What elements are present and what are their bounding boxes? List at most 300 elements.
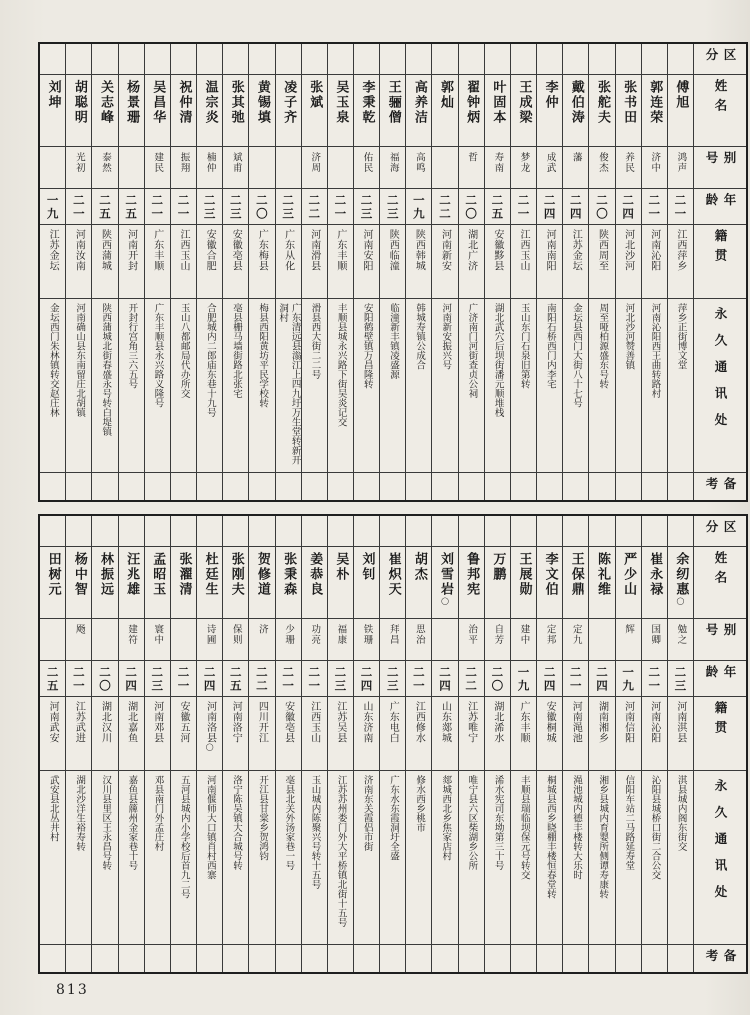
cell-section [40,516,65,546]
person-native-place [92,224,117,298]
person-age-text: 二一 [516,194,531,221]
person-address-text: 梅县西阳黄坊平民学校转 [257,303,269,408]
cell-section [380,516,405,546]
annotation-mark: ◯ [441,597,450,605]
person-age-text: 二四 [568,194,583,221]
person-name [589,74,614,146]
person-native-place [92,696,117,770]
person-name-text: 郭连荣 [647,80,663,125]
person-alias [119,146,144,188]
person-address [40,770,65,944]
cell-section [511,44,536,74]
page-number: 813 [56,982,89,998]
person-address-text: 淇县城内阁东街交 [675,775,687,851]
person-address [223,770,248,944]
person-native-place [302,696,327,770]
person-native-place [432,224,457,298]
person-alias [119,618,144,660]
person-native-place-text: 江苏武进 [73,701,85,743]
person-age [171,660,196,696]
person-alias-text: 铁珊 [361,624,373,645]
person-address-text: 河南偃师大口镇肖村西寨 [204,775,216,880]
person-address [432,770,457,944]
person-name-text: 杨景珊 [124,80,140,125]
person-name [485,74,510,146]
person-alias [432,618,457,660]
person-address-text: 信阳车站二马路延寿堂 [623,775,635,870]
person-alias [642,618,667,660]
person-name [668,546,693,618]
person-alias [171,618,196,660]
person-address [171,770,196,944]
person-name-text: 余纫惠◯ [673,552,689,605]
person-native-place-text: 安徽亳县 [230,229,242,271]
person-address-text: 玉山城内陈聚兴号转十五号 [309,775,321,889]
person-age [249,660,274,696]
person-alias [616,618,641,660]
person-address-text: 韩城寿镇公成合 [414,303,426,370]
person-name-text: 张秉森 [281,552,297,597]
person-native-place-text: 河南汝南 [73,229,85,271]
header-column [694,516,746,972]
person-age [302,188,327,224]
person-native-place-text: 陕西周至 [596,229,608,271]
person-address-text: 武安县北丛井村 [47,775,59,842]
person-native-place-text: 江西玉山 [308,701,320,743]
person-native-place [432,696,457,770]
person-name-text: 温宗炎 [202,80,218,125]
person-age [459,660,484,696]
person-alias-text: 藩 [570,152,582,163]
cell-section [642,44,667,74]
person-age-text: 一九 [516,666,531,693]
cell-section [380,44,405,74]
person-name-text: 吴朴 [333,552,349,582]
person-age [406,660,431,696]
person-native-place-text: 河南武安 [47,701,59,743]
person-note [511,472,536,500]
header-column [694,44,746,500]
person-native-place-text: 山东郯城 [439,701,451,743]
person-age-text: 二二 [438,194,453,221]
person-note [223,472,248,500]
person-age-text: 二一 [647,666,662,693]
person-alias-text: 济中 [649,152,661,173]
person-column [145,516,171,972]
person-note [276,944,301,972]
cell-section [459,516,484,546]
person-alias-text: 定邦 [544,624,556,645]
person-name-text: 叶固本 [490,80,506,125]
header-label [694,188,746,224]
person-address-text: 江苏苏州娄门外大平桥镇北街十五号 [335,775,347,927]
person-note [249,944,274,972]
person-alias-text: 光初 [73,152,85,173]
person-address-text: 亳县北关外汤家巷一号 [283,775,295,870]
person-age [563,188,588,224]
cell-section [92,516,117,546]
person-age-text: 二三 [673,666,688,693]
person-note [276,472,301,500]
person-native-place-text: 湖北汉川 [99,701,111,743]
person-address [328,298,353,472]
person-address [642,298,667,472]
person-note [40,944,65,972]
person-alias [380,618,405,660]
person-column [459,516,485,972]
person-age-text: 一九 [45,194,60,221]
person-address-text: 沁阳县城桥口街二合公交 [649,775,661,880]
cell-section [485,44,510,74]
person-address-text: 桐城县西乡晓棚丰楼恒春堂转 [544,775,556,899]
person-native-place [485,696,510,770]
person-age-text: 二〇 [464,194,479,221]
person-alias-text: 拜昌 [387,624,399,645]
person-age [302,660,327,696]
person-note [119,944,144,972]
person-note [563,472,588,500]
person-note [668,944,693,972]
person-address [92,770,117,944]
person-note [197,472,222,500]
person-name-text: 刘钊 [359,552,375,582]
directory-table-bottom [38,514,748,974]
person-age [66,188,91,224]
person-alias [563,146,588,188]
person-native-place [328,224,353,298]
person-native-place-text: 广东电白 [387,701,399,743]
person-alias-text: 高鸣 [413,152,425,173]
person-note [668,472,693,500]
person-address-text: 湖北武穴后坝街潘元顺堆栈 [492,303,504,417]
person-age [668,188,693,224]
person-address [616,770,641,944]
person-age-text: 二二 [464,666,479,693]
cell-section [249,44,274,74]
person-name-text: 翟钟炳 [464,80,480,125]
person-name [249,546,274,618]
person-alias-text: 成武 [544,152,556,173]
person-column [328,516,354,972]
person-age [537,660,562,696]
person-alias-text: 佑民 [361,152,373,173]
person-alias [642,146,667,188]
person-address-text: 开江县甘棠乡贺鸿钧 [257,775,269,861]
person-address [66,298,91,472]
person-alias-text: 梦龙 [518,152,530,173]
person-age-text: 二二 [307,194,322,221]
person-address-text: 广东水东霞洞圩全盛 [387,775,399,861]
cell-section [354,44,379,74]
person-address-text: 丰顺县城永兴路下街吴炎记交 [335,303,347,427]
cell-section [171,44,196,74]
person-age-text: 二〇 [594,194,609,221]
person-name [406,546,431,618]
person-address-text: 郯城西北乡焦家店村 [440,775,452,861]
person-name-text: 张其弛 [228,80,244,125]
person-alias-text: 寰中 [152,624,164,645]
person-native-place [171,224,196,298]
person-alias-text: 哲 [466,152,478,163]
person-name-text: 姜恭良 [307,552,323,597]
person-alias-text: 勉之 [675,624,687,645]
person-alias-text: 少珊 [283,624,295,645]
person-age [485,660,510,696]
person-native-place [380,224,405,298]
person-name-text: 张斌 [307,80,323,110]
person-native-place-text: 江苏金坛 [570,229,582,271]
person-age-text: 二一 [71,666,86,693]
person-age-text: 二〇 [490,666,505,693]
person-native-place-text: 河南滑县 [308,229,320,271]
person-column [354,44,380,500]
person-address [563,770,588,944]
person-alias [171,146,196,188]
person-address [328,770,353,944]
person-address-text: 邓县南门外孟庄村 [152,775,164,851]
person-age-text: 二一 [307,666,322,693]
person-native-place-text: 安徽五河 [177,701,189,743]
person-column [537,516,563,972]
person-note [145,944,170,972]
header-label-text: 备考 [704,949,737,969]
person-native-place [66,696,91,770]
header-label [694,44,746,74]
person-name [459,546,484,618]
person-name-text: 林振远 [97,552,113,597]
cell-section [668,516,693,546]
person-native-place-text: 安徽黟县 [491,229,503,271]
person-alias [223,146,248,188]
person-column [432,44,458,500]
cell-section [511,516,536,546]
person-name [197,546,222,618]
person-note [642,472,667,500]
person-alias-text: 自芳 [492,624,504,645]
person-name [145,546,170,618]
person-alias [66,618,91,660]
person-age [145,660,170,696]
person-alias-text: 寿南 [492,152,504,173]
person-column [40,516,66,972]
person-name-text: 张书田 [621,80,637,125]
person-alias [616,146,641,188]
person-age [92,660,117,696]
person-native-place [485,224,510,298]
person-name [40,546,65,618]
person-alias [511,618,536,660]
header-label-text: 籍贯 [713,229,728,268]
cell-section [589,44,614,74]
person-column [249,44,275,500]
person-age-text: 二四 [359,666,374,693]
person-native-place-text: 江苏金坛 [47,229,59,271]
person-name-text: 崔永禄 [647,552,663,597]
person-alias [537,146,562,188]
person-address-text: 丰顺县瑞临坝保元号转交 [518,775,530,880]
person-native-place-text: 陕西韩城 [413,229,425,271]
person-address [406,298,431,472]
person-name-text: 王展勋 [516,552,532,597]
cell-section [328,516,353,546]
person-name-text: 刘雪岩◯ [438,552,454,605]
person-address [92,298,117,472]
cell-section [197,44,222,74]
header-label [694,944,746,972]
person-native-place-text: 山东济南 [361,701,373,743]
person-name-text: 吴昌华 [150,80,166,125]
person-name [668,74,693,146]
person-column [642,516,668,972]
person-native-place [354,224,379,298]
person-column [563,516,589,972]
person-age-text: 二〇 [97,666,112,693]
person-address [66,770,91,944]
person-age-text: 二一 [176,194,191,221]
person-name [171,74,196,146]
person-native-place [197,696,222,770]
person-age [432,660,457,696]
person-age-text: 二二 [254,666,269,693]
person-alias-text: 济 [256,624,268,635]
person-alias-text: 振翔 [178,152,190,173]
person-column [249,516,275,972]
person-name [92,74,117,146]
person-name [432,74,457,146]
person-alias [406,618,431,660]
person-alias-text: 福海 [387,152,399,173]
person-age [511,188,536,224]
person-address [589,770,614,944]
person-note [92,472,117,500]
person-name-text: 陈礼维 [594,552,610,597]
person-column [589,516,615,972]
person-age [276,188,301,224]
person-age-text: 二三 [333,666,348,693]
person-age [459,188,484,224]
person-age-text: 二三 [281,194,296,221]
person-age [197,188,222,224]
person-name [249,74,274,146]
person-note [302,472,327,500]
person-alias [40,618,65,660]
header-label-text: 姓名 [713,79,728,118]
person-address-text: 河南沁阳西王曲转路村 [649,303,661,398]
person-address-text: 广济南门河街查贞公祠 [466,303,478,398]
person-alias-text: 功亮 [309,624,321,645]
person-alias [92,618,117,660]
person-name-text: 戴伯涛 [568,80,584,125]
person-name [276,546,301,618]
person-age [145,188,170,224]
person-alias-text: 治平 [466,624,478,645]
person-alias-text: 保则 [230,624,242,645]
person-age-text: 二四 [542,666,557,693]
person-address [249,298,274,472]
person-name [302,546,327,618]
person-name [616,74,641,146]
person-alias-text: 飏 [73,624,85,635]
person-note [145,472,170,500]
cell-section [276,44,301,74]
cell-section [354,516,379,546]
person-native-place-text: 广东从化 [282,229,294,271]
person-age-text: 二三 [150,666,165,693]
person-address [459,770,484,944]
person-address-text: 周至哑柏源盛东号转 [597,303,609,389]
person-column [354,516,380,972]
person-native-place [380,696,405,770]
person-column [92,516,118,972]
person-age-text: 二四 [594,666,609,693]
person-note [459,944,484,972]
person-address [642,770,667,944]
person-name [563,546,588,618]
person-alias [66,146,91,188]
person-alias-text: 建民 [152,152,164,173]
cell-section [223,44,248,74]
header-label [694,696,746,770]
person-address [589,298,614,472]
person-address-text: 渑池城内德丰楼转大乐时 [571,775,583,880]
person-age-text: 二五 [490,194,505,221]
person-address [459,298,484,472]
person-address-text: 唯宁县六区柴湖乡公所 [466,775,478,870]
person-native-place-text: 河南信阳 [622,701,634,743]
person-column [485,516,511,972]
person-address [302,298,327,472]
person-column [616,44,642,500]
person-name-text: 杜廷生 [202,552,218,597]
person-alias [302,146,327,188]
person-age-text: 二三 [385,194,400,221]
person-address [276,770,301,944]
cell-section [406,516,431,546]
person-address [563,298,588,472]
person-age-text: 二四 [542,194,557,221]
person-name [119,74,144,146]
person-alias [197,146,222,188]
header-label-text: 备考 [704,477,737,497]
person-address-text: 河南新安振兴号 [440,303,452,370]
person-age-text: 二三 [228,194,243,221]
person-native-place-text: 湖北广济 [465,229,477,271]
person-note [537,472,562,500]
person-note [66,472,91,500]
person-address-text: 安阳鹤壁镇万昌隆转 [361,303,373,389]
person-age [354,188,379,224]
person-column [119,516,145,972]
person-name [223,546,248,618]
person-alias [40,146,65,188]
person-address [380,298,405,472]
cell-section [459,44,484,74]
person-native-place [145,224,170,298]
person-note [537,944,562,972]
person-address [354,770,379,944]
person-address [616,298,641,472]
person-note [40,472,65,500]
annotation-mark: ◯ [676,597,685,605]
person-note [589,472,614,500]
person-column [276,44,302,500]
cell-section [66,44,91,74]
person-name-text: 鲁邦宪 [464,552,480,597]
person-alias [406,146,431,188]
person-age-text: 二一 [673,194,688,221]
person-name [66,74,91,146]
person-address [40,298,65,472]
